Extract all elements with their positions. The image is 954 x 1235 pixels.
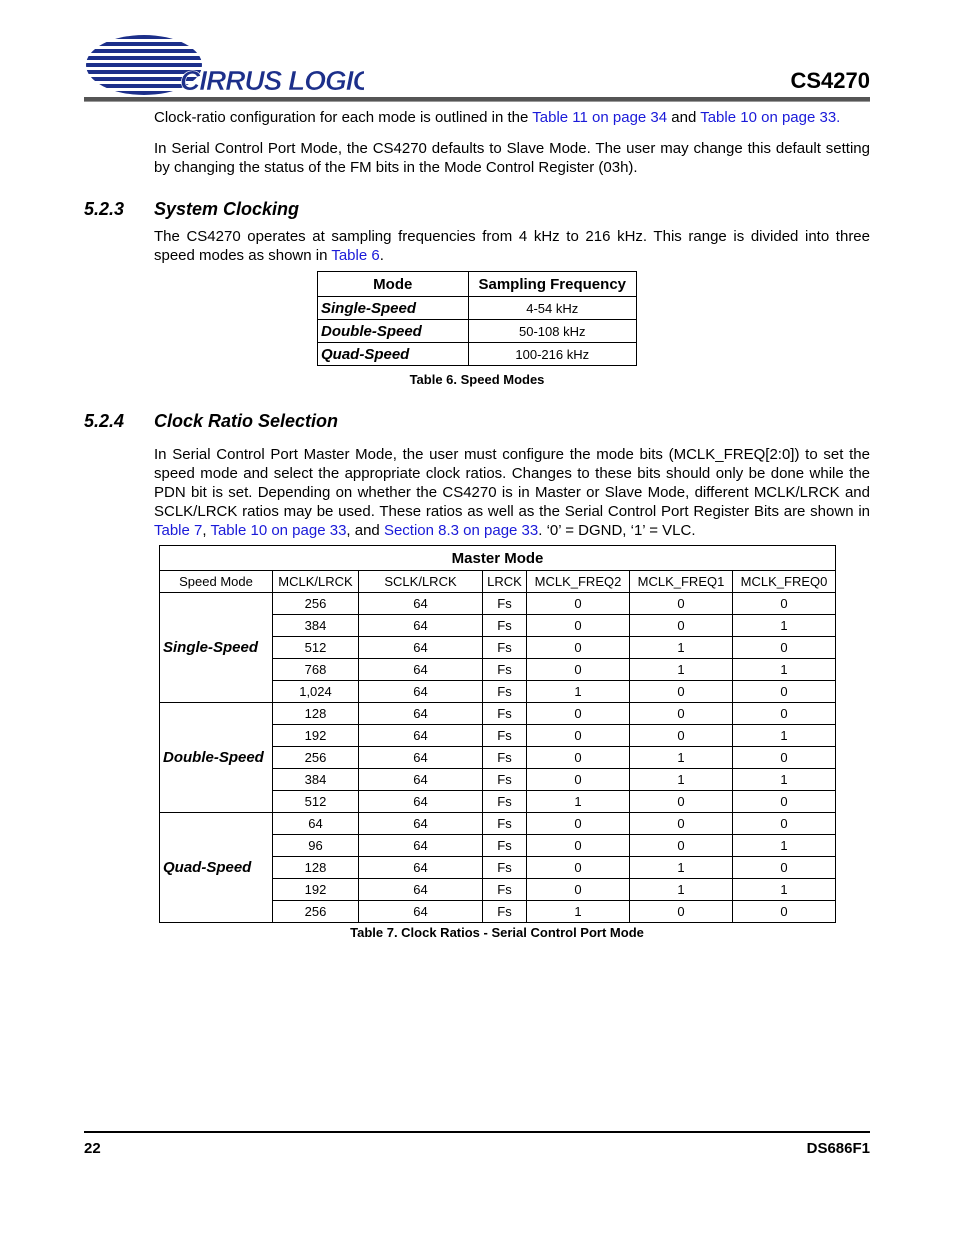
- table-cell: 1: [733, 879, 836, 901]
- clock-ratios-table: [159, 545, 836, 923]
- table-row: [160, 593, 836, 615]
- table-cell: Fs: [483, 857, 527, 879]
- speed-mode-group-label: Single-Speed: [160, 593, 273, 703]
- table-cell: 64: [359, 615, 483, 637]
- table-cell: 192: [273, 879, 359, 901]
- link-table-11[interactable]: Table 11 on page 34: [532, 109, 668, 126]
- clock-ratio-paragraph: In Serial Control Port Master Mode, the user must configure the mode bits (MCLK_FREQ[2:0]) to set the speed mode and select the appropriate clock ratios. Changes to these bits should only be done while the PDN bit is set. Depending on whether the CS4270 is in Master or Slave Mode, different MCLK/LRCK and SCLK/LRCK ratios may be used. These ratios as well as the Serial Control Port Register Bits are shown in Table 7, Table 10 on page 33, and Section 8.3 on page 33. ‘0’ = DGND, ‘1’ = VLC.: [154, 446, 870, 539]
- table-cell: 64: [359, 835, 483, 857]
- table-cell: Fs: [483, 637, 527, 659]
- table-row: Single-Speed 4-54 kHz: [318, 297, 637, 320]
- footer-rule: [84, 1131, 870, 1133]
- table-cell: 64: [359, 637, 483, 659]
- table-cell: 96: [273, 835, 359, 857]
- table7-caption: Table 7. Clock Ratios - Serial Control Port Mode: [350, 925, 644, 940]
- link-table-6[interactable]: Table 6: [331, 247, 380, 264]
- table-cell: 0: [733, 901, 836, 923]
- speed-mode-group-label: Double-Speed: [160, 703, 273, 813]
- table-row: Double-Speed 50-108 kHz: [318, 320, 637, 343]
- table-cell: 0: [630, 703, 733, 725]
- table-cell: 1: [630, 747, 733, 769]
- table-cell: 0: [733, 813, 836, 835]
- table-cell: 0: [733, 593, 836, 615]
- logo-text: CIRRUS LOGIC: [180, 65, 364, 96]
- table-cell: 0: [527, 747, 630, 769]
- table-cell: 0: [733, 791, 836, 813]
- table-cell: Fs: [483, 769, 527, 791]
- table6-caption: Table 6. Speed Modes: [409, 372, 545, 387]
- table-cell: 0: [733, 747, 836, 769]
- table-cell: 128: [273, 857, 359, 879]
- table-cell: 256: [273, 593, 359, 615]
- table-cell: 0: [630, 615, 733, 637]
- speed-mode-group-label: Quad-Speed: [160, 813, 273, 923]
- table-cell: 1: [630, 659, 733, 681]
- table-cell: 384: [273, 615, 359, 637]
- table-row: [160, 703, 836, 725]
- table-cell: Fs: [483, 813, 527, 835]
- link-table-10[interactable]: Table 10 on page 33.: [700, 109, 841, 126]
- section-heading-system-clocking: 5.2.3 System Clocking: [84, 199, 300, 219]
- table-cell: 0: [527, 659, 630, 681]
- table-cell: 64: [359, 681, 483, 703]
- table-cell: Fs: [483, 835, 527, 857]
- table6-header-mode: Mode: [318, 272, 469, 297]
- table-cell: 64: [359, 659, 483, 681]
- table-cell: 256: [273, 747, 359, 769]
- document-code: DS686F1: [806, 1140, 870, 1157]
- table-cell: 1: [527, 901, 630, 923]
- link-table-10-page-33[interactable]: Table 10 on page 33: [210, 522, 347, 539]
- table-cell: Fs: [483, 791, 527, 813]
- speed-modes-table: [317, 271, 637, 366]
- table-cell: 0: [527, 637, 630, 659]
- table-cell: 128: [273, 703, 359, 725]
- table-cell: 0: [527, 769, 630, 791]
- cirrus-logic-logo: [84, 33, 364, 98]
- table-cell: 1: [733, 725, 836, 747]
- table-cell: Fs: [483, 681, 527, 703]
- table-cell: 64: [359, 593, 483, 615]
- table-cell: 0: [630, 725, 733, 747]
- table-cell: 64: [359, 769, 483, 791]
- table-cell: 0: [733, 703, 836, 725]
- table-cell: 512: [273, 791, 359, 813]
- table-cell: 0: [630, 791, 733, 813]
- table-cell: 64: [359, 857, 483, 879]
- table-cell: 1,024: [273, 681, 359, 703]
- document-id: CS4270: [790, 68, 870, 93]
- table-cell: 1: [733, 835, 836, 857]
- page-number: 22: [84, 1140, 101, 1157]
- table-cell: 0: [527, 813, 630, 835]
- table-cell: 1: [630, 637, 733, 659]
- link-table-7[interactable]: Table 7: [154, 522, 203, 539]
- table-cell: 1: [630, 769, 733, 791]
- table-cell: 192: [273, 725, 359, 747]
- table-cell: 0: [733, 857, 836, 879]
- table-cell: 1: [733, 615, 836, 637]
- table-cell: Fs: [483, 879, 527, 901]
- header-rule-thin: [84, 101, 870, 102]
- table-row: [160, 813, 836, 835]
- table-cell: 512: [273, 637, 359, 659]
- table-cell: 1: [630, 879, 733, 901]
- table-cell: 0: [527, 857, 630, 879]
- table-cell: 0: [630, 835, 733, 857]
- table-cell: 0: [527, 593, 630, 615]
- table-cell: Fs: [483, 747, 527, 769]
- table-cell: 0: [733, 637, 836, 659]
- intro-paragraph-2: In Serial Control Port Mode, the CS4270 defaults to Slave Mode. The user may change this default setting by changing the status of the FM bits in the Mode Control Register (03h).: [154, 140, 870, 176]
- table6-header-frequency: Sampling Frequency: [468, 272, 637, 297]
- table-cell: Fs: [483, 615, 527, 637]
- table-cell: 64: [359, 791, 483, 813]
- table-cell: 64: [359, 747, 483, 769]
- system-clocking-paragraph: The CS4270 operates at sampling frequencies from 4 kHz to 216 kHz. This range is divided into three speed modes as shown in Table 6.: [154, 228, 870, 264]
- table-row: Quad-Speed 100-216 kHz: [318, 343, 637, 366]
- table-cell: Fs: [483, 901, 527, 923]
- table-cell: Fs: [483, 659, 527, 681]
- table-cell: 0: [630, 593, 733, 615]
- table-cell: 0: [630, 901, 733, 923]
- table-cell: 1: [630, 857, 733, 879]
- table-cell: Fs: [483, 703, 527, 725]
- table7-title: Master Mode: [160, 546, 836, 571]
- table-cell: 768: [273, 659, 359, 681]
- table-cell: 1: [527, 681, 630, 703]
- table-cell: 1: [733, 769, 836, 791]
- table7-header-row: Speed Mode MCLK/LRCK SCLK/LRCK LRCK MCLK_FREQ2 MCLK_FREQ1 MCLK_FREQ0: [160, 571, 836, 593]
- table-cell: 0: [527, 835, 630, 857]
- table-cell: 64: [359, 813, 483, 835]
- table-cell: 64: [359, 703, 483, 725]
- section-heading-clock-ratio: 5.2.4 Clock Ratio Selection: [84, 411, 339, 431]
- table-cell: 0: [527, 703, 630, 725]
- table-cell: 0: [527, 725, 630, 747]
- table-cell: 64: [359, 725, 483, 747]
- table-cell: Fs: [483, 593, 527, 615]
- table-cell: 1: [733, 659, 836, 681]
- table-cell: 64: [359, 879, 483, 901]
- table-cell: 0: [630, 681, 733, 703]
- intro-paragraph-1: Clock-ratio configuration for each mode is outlined in the Table 11 on page 34 and Table 10 on page 33.: [154, 109, 841, 126]
- table-cell: 64: [273, 813, 359, 835]
- table-cell: 1: [527, 791, 630, 813]
- table-cell: 0: [733, 681, 836, 703]
- table-cell: 64: [359, 901, 483, 923]
- table-cell: Fs: [483, 725, 527, 747]
- table-cell: 256: [273, 901, 359, 923]
- table-cell: 0: [527, 615, 630, 637]
- table-cell: 384: [273, 769, 359, 791]
- table-cell: 0: [527, 879, 630, 901]
- link-section-8-3[interactable]: Section 8.3 on page 33: [383, 522, 539, 539]
- table-cell: 0: [630, 813, 733, 835]
